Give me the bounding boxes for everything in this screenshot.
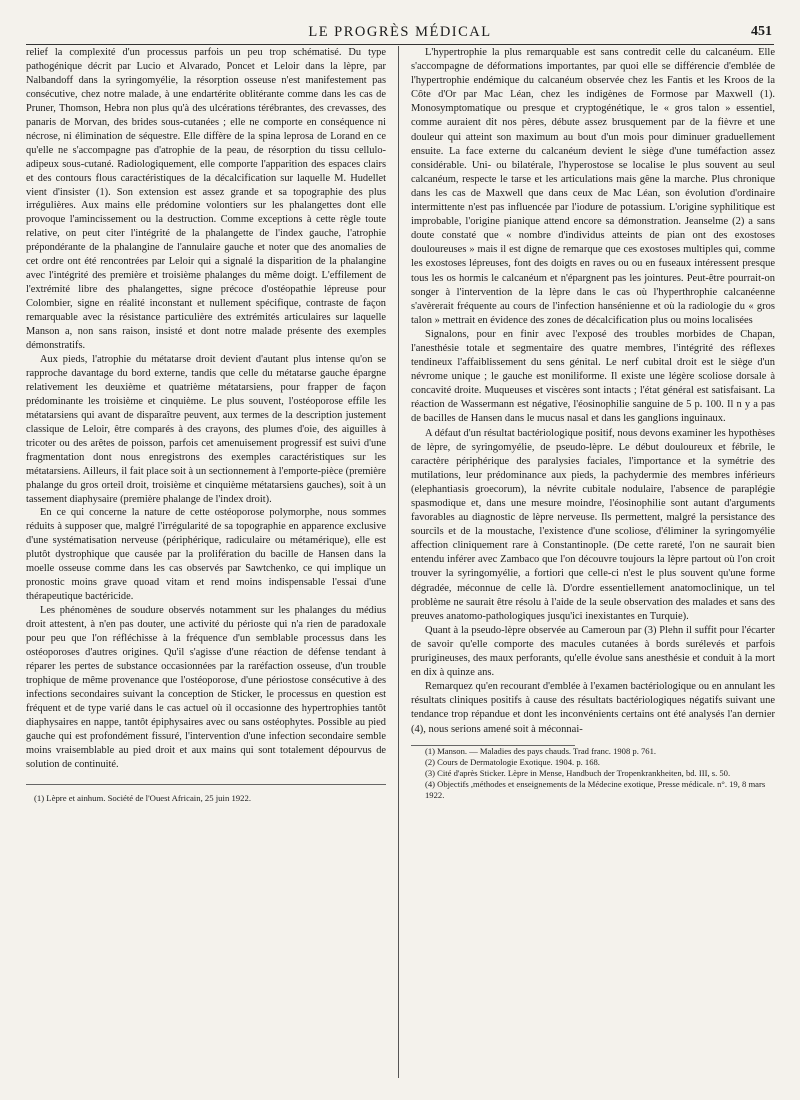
footnote: (4) Objectifs ,méthodes et enseignements de la Médecine exotique, Presse médicale. n°. 19, 8 mars 1922. (425, 778, 766, 800)
paragraph: Remarquez qu'en recourant d'emblée à l'examen bactériologique ou en annulant les résultats cliniques positifs à cause des résultats bactériologiques négatifs suivant une tendance trop répandue et dont les inconvénients certains ont été analysés l'an dernier (4), nous serions amené soit à méconnai- (411, 681, 775, 735)
paragraph: En ce qui concerne la nature de cette ostéoporose polymorphe, nous sommes réduits à supposer que, malgré l'irrégularité de sa topographie en apparence exclusive d'une systématisation nerveuse (périphérique, radiculaire ou métamérique), elle est plutôt dystrophique que causée par la prolifération du bacille de Hansen dans la moelle osseuse comme dans les cas observés par Sawtchenko, ce qui implique un pronostic moins grave quoad vitam et rend moins indispensable l'essai d'une thérapeutique bactéricide. (26, 507, 386, 603)
paragraph: Signalons, pour en finir avec l'exposé des troubles morbides de Chapan, l'anesthésie totale et segmentaire des quatre membres, l'intégrité des réflexes tendineux l'affaiblissement du sens génital. Le nerf cubital droit est le siège d'un névrome unique ; le gauche est moniliforme. Il existe une légère scoliose dorsale à concavité droite. Muqueuses et viscères sont intacts ; l'état général est satisfaisant. La réaction de Wassermann est négative, l'éosinophilie sanguine de 5 p. 100. Il n y a pas de bacilles de Hansen dans le mucus nasal et dans les ganglions inguinaux. (411, 328, 775, 425)
column-divider (398, 46, 399, 1078)
paragraph: L'hypertrophie la plus remarquable est sans contredit celle du calcanéum. Elle s'accompagne de déformations importantes, par quoi elle se différencie d'emblée de l'hypertrophie endémique du calcanéum observée chez les Fantis et les Kroos de la Côte d'Or par Mac Léan, chez les indigènes de Formose par Maxwell (1). Monosymptomatique ou presque et cryptogénétique, le « gros talon » essentiel, comme auraient dit nos pères, débute assez brusquement par de la fièvre et une douleur qui atteint son maximum au bout d'un mois pour diminuer graduellement ensuite. La face externe du calcanéum devient le siège d'une tuméfaction assez considérable. Uni- ou bilatérale, l'hyperostose se localise le plus souvent au seul calcanéum, respecte le tarse et les articulations mais gêne la marche. Plus chronique dans les cas de Maxwell que dans ceux de Mac Léan, son évolution d'ordinaire intermittente n'est pas influencée par l'iodure de potassium. L'origine syphilitique est improbable, l'origine pianique attend encore sa démonstration. Jeanselme (2) a sans doute constaté que « nombre d'individus atteints de pian ont des exostoses douloureuses » mais il est digne de remarque que ces exostoses multiples qui, comme les exostoses lépreuses, font des doigts en raves ou ou en fuseaux intéressent presque tous les os hormis le calcanéum et n'épargnent pas les jointures. Peut-être pourrait-on songer à l'intervention de la lèpre dans le cas où l'hyperthrophie calcanéenne s'avèrerait fréquente au cours de l'infection hansénienne et où la radiologie du « gros talon » mettrait en évidence des zones de décalcification plus ou moins localisées (411, 47, 775, 326)
footnote-separator (26, 784, 386, 785)
page-number: 451 (751, 24, 772, 39)
paragraph: Les phénomènes de soudure observés notamment sur les phalanges du médius droit attestent, à n'en pas douter, une activité du périoste qui n'a rien de paradoxale pour peu que l'on réfléchisse à la fréquence d'un semblable processus dans les ostéoporoses d'autres origines. Qu'il s'agisse d'une réaction de défense tendant à réparer les pertes de substance occasionnées par la raréfaction osseuse, d'un trouble trophique de même provenance que l'ostéoporose, d'une périostose consécutive à des infections secondaires suivant la conception de Sticker, le processus en question est fréquent et de type varié dans le cas actuel où il occasionne des hypertrophies tantôt diaphysaires en nappe, tantôt épiphysaires avec ou sans ostéophytes. Possible au pied gauche qui est profondément fissuré, l'intervention d'une infection secondaire semble moins vraisemblable au pied droit et aux mains qui sont totalement dépourvus de solution de continuité. (26, 605, 386, 770)
paragraph: A défaut d'un résultat bactériologique positif, nous devons examiner les hypothèses de lèpre, de syringomyélie, de pseudo-lèpre. Le début douloureux et fébrile, le caractère périphérique des paralysies faciales, l'importance et la symétrie des mutilations, leur prédominance aux pieds, la pachydermie des membres inférieurs (elephantiasis groecorum), la névrite cubitale nodulaire, l'absence de paraplégie spasmodique et, dans une mesure moindre, l'éosinophilie sont autant d'arguments favorables au diagnostic de lèpre nerveuse. Ils permettent, malgré la persistance des sourcils et de la moustache, l'existence d'une scoliose, d'éliminer la syringomyélie affection cliniquement rare à Constantinople. (De cette rareté, l'on ne saurait bien entendu inférer avec Zambaco que l'on découvre toujours la lèpre partout où l'on croit trouver la syringomyélie, a fortiori que celle-ci n'est le plus souvent qu'une forme dégradée, méconnue de celle là. D'ordre essentiellement anatomoclinique, un tel problème ne saurait être résolu à l'aide de la seule observation des malades et sans des preuves anatomo-pathologiques jusqu'ici inexistantes en Turquie). (411, 427, 775, 622)
right-column (411, 46, 775, 1082)
footnote: (1) Manson. — Maladies des pays chauds. Trad franc. 1908 p. 761. (425, 745, 657, 756)
paragraph: relief la complexité d'un processus parfois un peu trop schématisé. Du type pathogénique décrit par Lucio et Alvarado, Poncet et Leloir dans la lèpre, par Nalbandoff dans la syringomyélie, la résorption osseuse n'est manifestement pas consécutive, chez notre malade, à une endartérite oblitérante comme dans les cas de Pruner, Thomson, Hebra non plus qu'à des ulcérations térébrantes, des crevasses, des panaris de Morvan, des brides sous-cutanées ; elle ne comporte en conséquence ni nécrose, ni élimination de séquestre. Elle diffère de la spina leprosa de Lorand en ce qu'elle ne s'accompagne pas d'atrophie de la peau, de résorption du tissu cellulo-adipeux sous-cutané. Radiologiquement, elle comporte l'apparition des espaces clairs et des contours flous caractéristiques de la décalcification sur laquelle M. Hudellet vient d'insister (1). Son extension est assez grande et sa topographie des plus irrégulières. Aux mains elle prédomine volontiers sur les phalangettes dont elle provoque l'amincissement ou la destruction. Comme exceptions à cette règle toute relative, on peut citer l'intégrité de la phalangette de l'index gauche, l'atrophie prépondérante de la phalangine de l'annulaire gauche et noter que des anomalies de cet ordre ont été rencontrées par Leloir qui a signalé la disparition de la phalangine avec l'intégrité des première et troisième phalanges du même doigt. L'effilement de l'extrémité libre des phalangettes, signe précoce d'ostéopathie lépreuse pour Colombier, signe en réalité inconstant et nullement spécifique, contraste de façon remarquable avec la résistance particulière des extrémités articulaires sur laquelle Manson a, non sans raison, insisté et dont notre malade présente des exemples démonstratifs. (26, 47, 386, 352)
paragraph: Quant à la pseudo-lèpre observée au Cameroun par (3) Plehn il suffit pour l'écarter de savoir qu'elle comporte des macules cutanées à bords surélevés et parfois prurigineuses, des maux perforants, qu'elle évolue sans anesthésie et conduit à la mort en dix à quinze ans. (411, 624, 775, 679)
footnote: (3) Cité d'après Sticker. Lèpre in Mense, Handbuch der Tropenkrankheiten, bd. III, s. 50. (425, 767, 731, 778)
two-column-body (26, 46, 776, 1082)
footnote: (2) Cours de Dermatologie Exotique. 1904. p. 168. (425, 756, 600, 767)
journal-title: LE PROGRÈS MÉDICAL (308, 24, 492, 40)
left-column (26, 46, 386, 1082)
footnote: (1) Lèpre et ainhum. Société de l'Ouest Africain, 25 juin 1922. (34, 792, 252, 803)
paragraph: Aux pieds, l'atrophie du métatarse droit devient d'autant plus intense qu'on se rapproche davantage du bord externe, tandis que celle du métatarse gauche épargne relativement les deuxième et quatrième métatarsiens, pour frapper de façon prédominante les troisième et cinquième. Le plus souvent, l'ostéoporose effile les métatarsiens qui avant de disparaître peuvent, aux termes de la description justement classique de Leloir, être comparés à des crayons, des plumes d'oie, des aiguilles à tricoter ou des arêtes de poisson, parfois cet amenuisement progressif est suivi d'une fragmentation dont nous enregistrons des exemples caractéristiques sur les métatarsiens. Ailleurs, il fait place soit à un sectionnement à l'emporte-pièce (première phalange du gros orteil droit, troisième et cinquième métatarsiens gauches), soit à un tassement diaphysaire (première phalange de l'index droit). (26, 353, 386, 505)
running-header (26, 22, 774, 45)
